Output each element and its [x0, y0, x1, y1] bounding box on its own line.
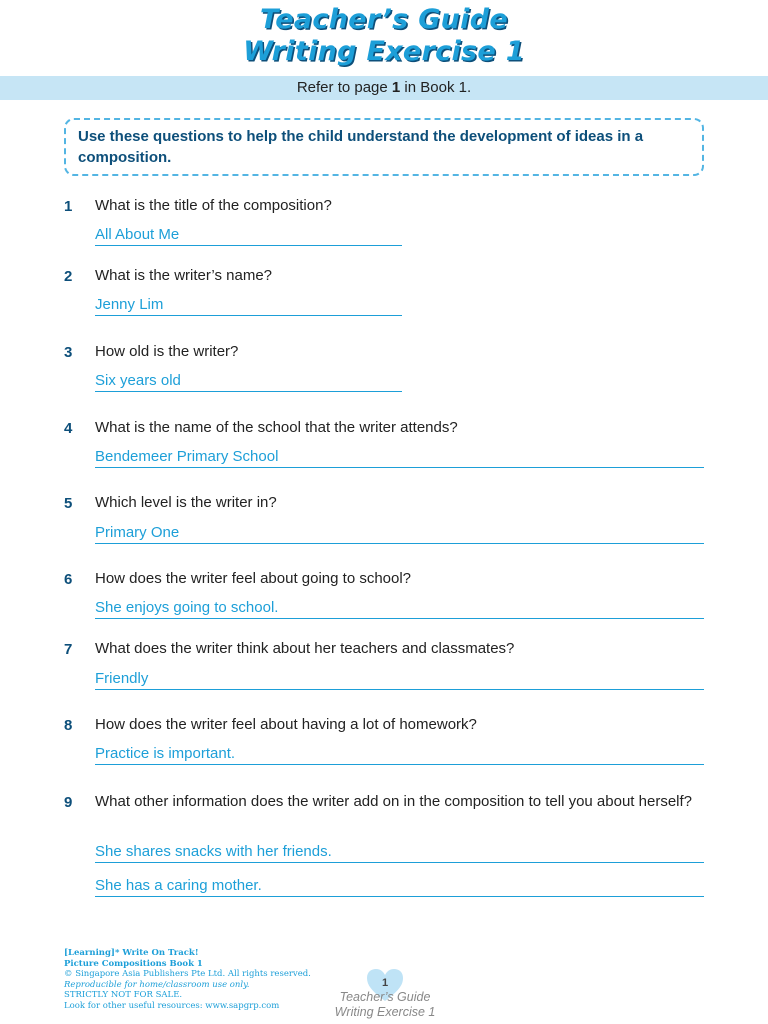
answer-line: Friendly: [95, 670, 704, 690]
page-label-exercise: Writing Exercise 1: [334, 1005, 436, 1019]
question-text: What does the writer think about her teachers and classmates?: [95, 640, 515, 657]
answer-line: Primary One: [95, 524, 704, 544]
question-number: 1: [64, 198, 73, 215]
page-number: 1: [381, 977, 389, 989]
page-subtitle: Writing Exercise 1: [243, 36, 525, 67]
sale-notice: STRICTLY NOT FOR SALE.: [64, 990, 183, 1000]
question-number: 8: [64, 717, 73, 734]
question-text: What is the title of the composition?: [95, 197, 332, 214]
series-name: [Learning]* Write On Track!: [64, 948, 199, 958]
question-text: How old is the writer?: [95, 343, 239, 360]
question-number: 6: [64, 571, 73, 588]
resources-link: Look for other useful resources: www.sapgrp.com: [64, 1000, 280, 1011]
question-text: What is the writer’s name?: [95, 267, 273, 284]
page-title: Teacher’s Guide: [260, 4, 508, 35]
page-label-title: Teacher’s Guide: [339, 990, 431, 1004]
reference-suffix: in Book 1.: [400, 79, 472, 96]
book-name: Picture Compositions Book 1: [64, 958, 203, 969]
question-text: What is the name of the school that the writer attends?: [95, 419, 458, 436]
question-number: 3: [64, 344, 73, 361]
answer-line: She shares snacks with her friends.: [95, 843, 704, 863]
question-number: 9: [64, 794, 73, 811]
publisher-footer: [64, 948, 311, 1011]
answer-line: Six years old: [95, 372, 402, 392]
question-text: Which level is the writer in?: [95, 494, 277, 511]
instructions-box: [64, 118, 704, 176]
question-number: 7: [64, 641, 73, 658]
instructions-text: Use these questions to help the child understand the development of ideas in a composition.: [78, 128, 644, 166]
answer-line: Bendemeer Primary School: [95, 448, 704, 468]
answer-line: She has a caring mother.: [95, 877, 704, 897]
question-text: How does the writer feel about having a lot of homework?: [95, 716, 477, 733]
question-text: What other information does the writer add on in the composition to tell you about herself?: [95, 793, 693, 810]
answer-line: Practice is important.: [95, 745, 704, 765]
question-number: 2: [64, 268, 73, 285]
answer-line: Jenny Lim: [95, 296, 402, 316]
reproduction-notice: Reproducible for home/classroom use only.: [64, 979, 250, 990]
question-text: How does the writer feel about going to school?: [95, 570, 412, 587]
reference-prefix: Refer to page: [296, 79, 392, 96]
question-number: 5: [64, 495, 73, 512]
answer-line: All About Me: [95, 226, 402, 246]
reference-page-number: 1: [391, 79, 401, 96]
copyright-notice: © Singapore Asia Publishers Pte Ltd. All rights reserved.: [64, 969, 311, 979]
answer-line: She enjoys going to school.: [95, 599, 704, 619]
reference-banner: [0, 76, 768, 100]
question-number: 4: [64, 420, 73, 437]
